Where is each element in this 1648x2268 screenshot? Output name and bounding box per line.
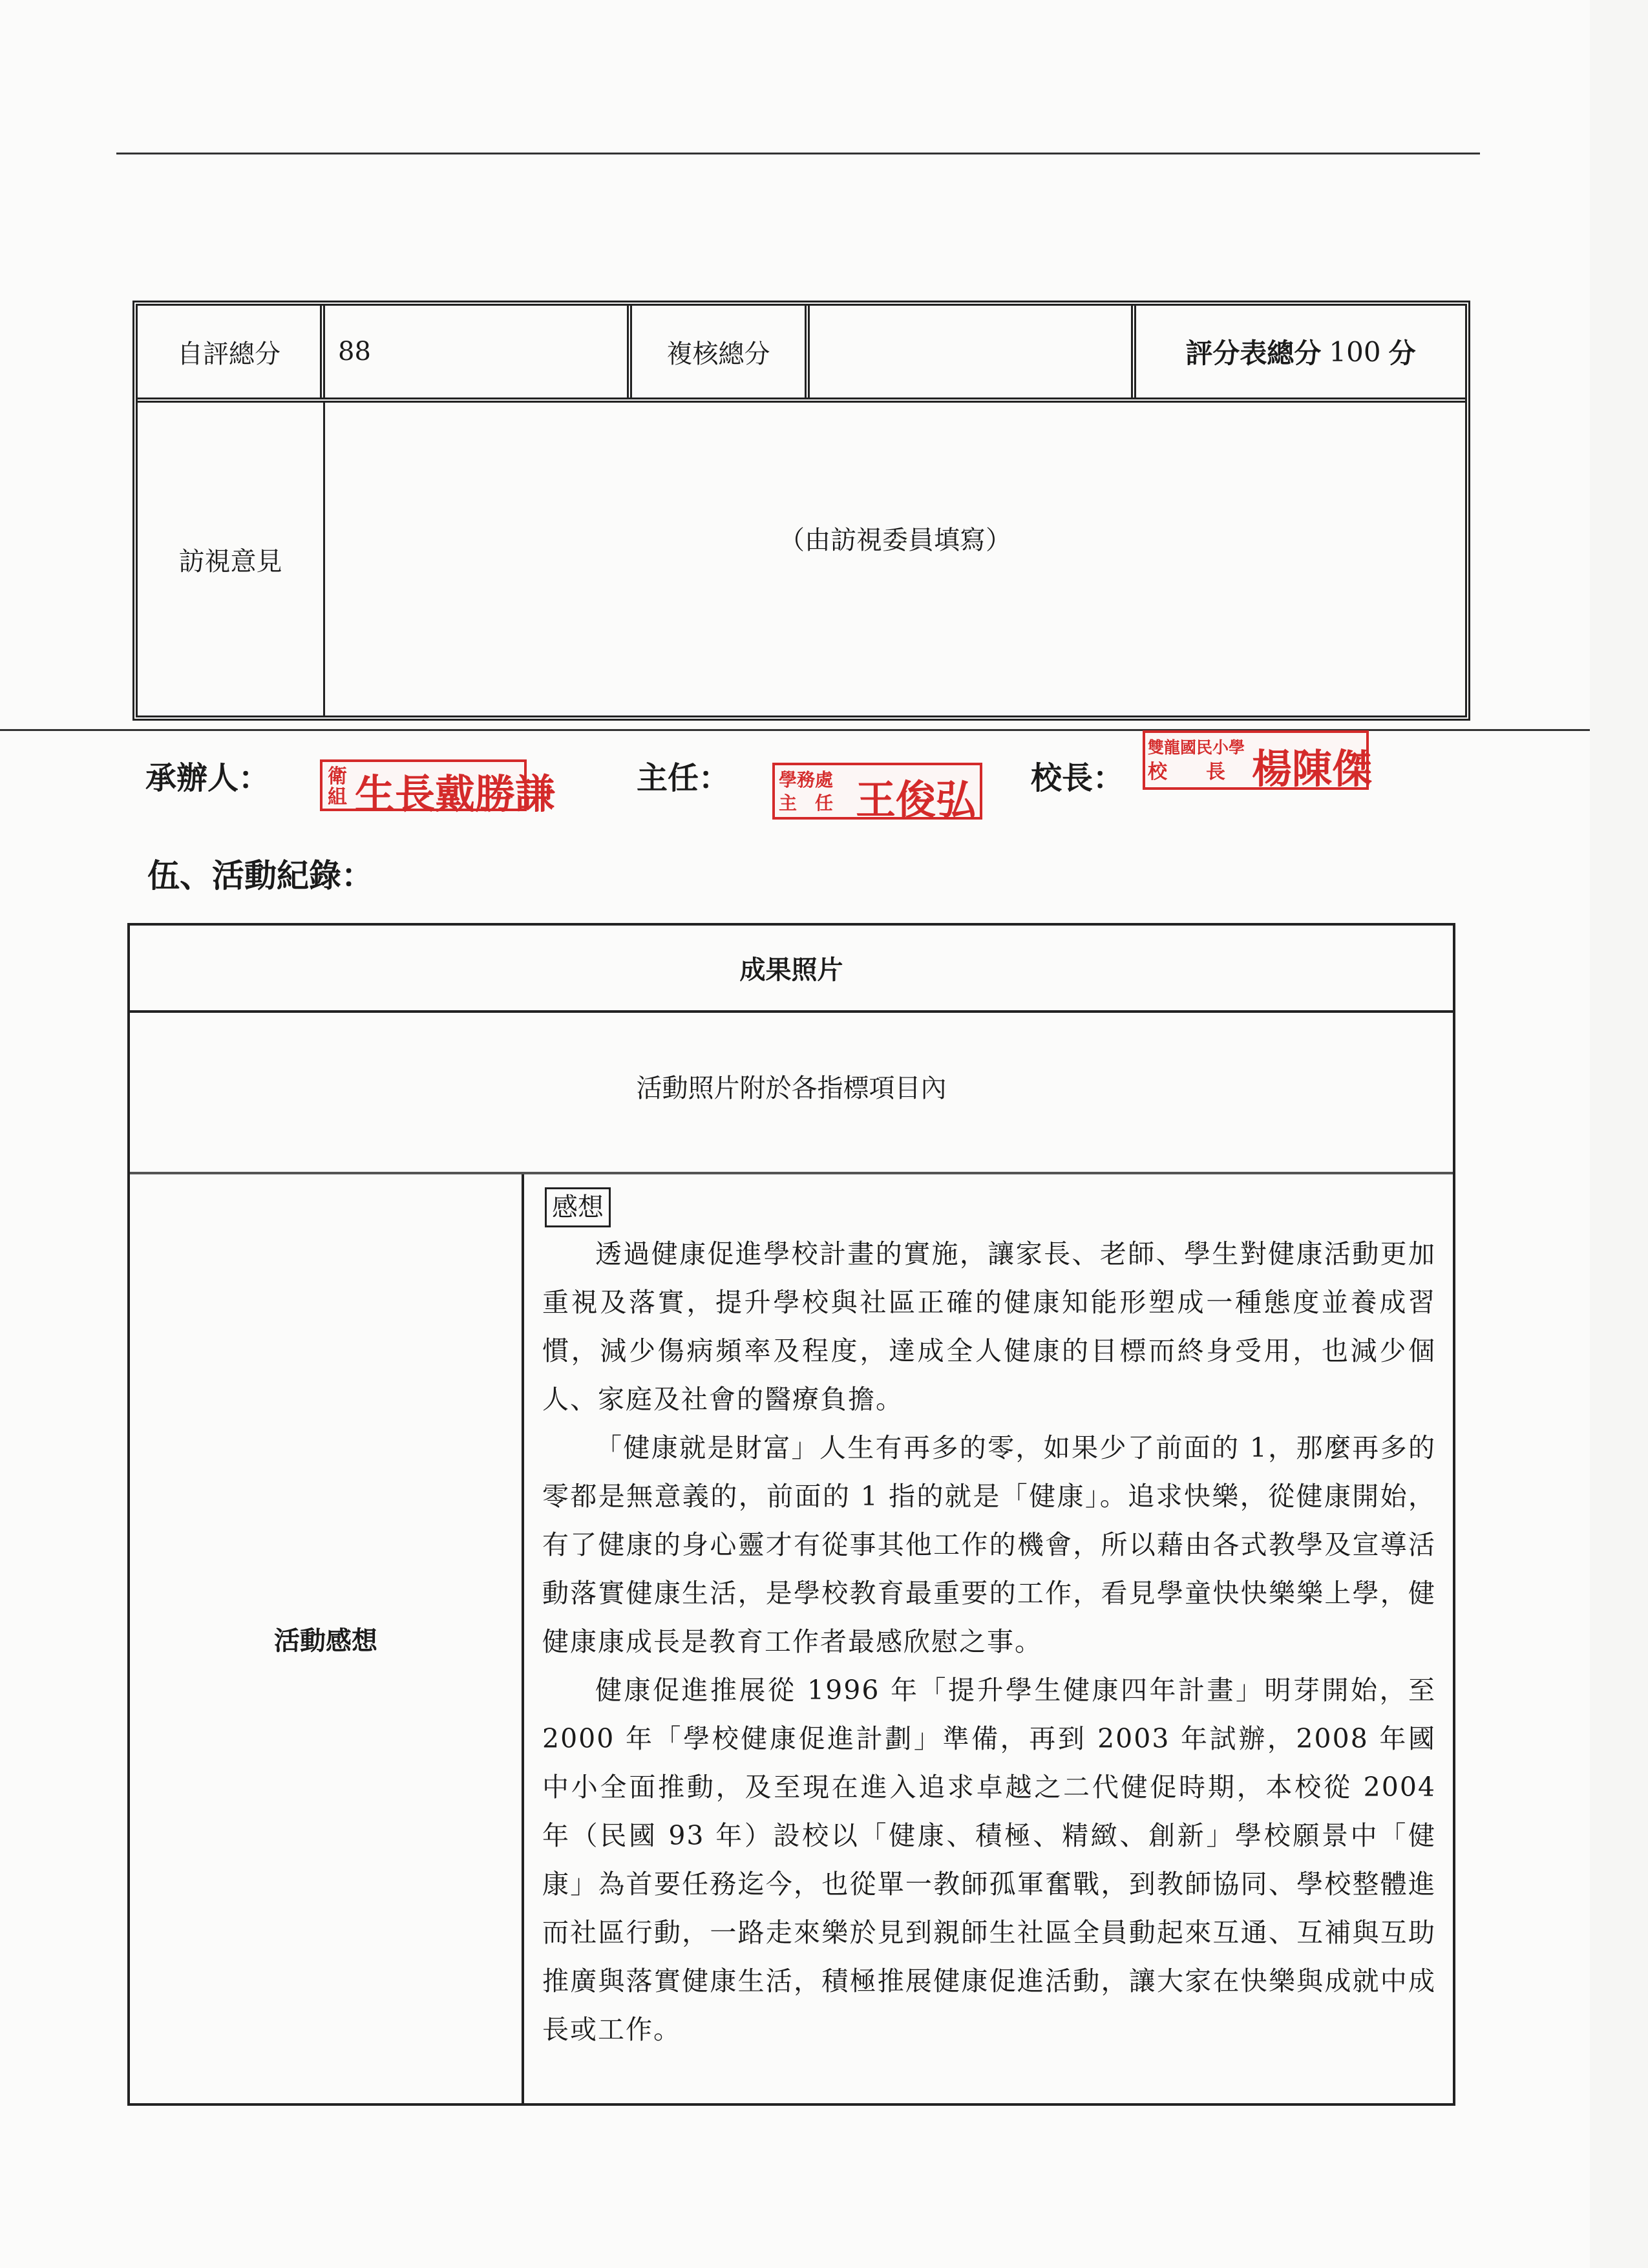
photo-header: 成果照片	[130, 926, 1453, 1013]
reflection-text	[524, 1174, 1453, 2103]
activity-record-table	[127, 923, 1455, 2106]
review-score-value	[810, 306, 1136, 397]
visit-opinion-row	[138, 403, 1465, 715]
principal-label: 校長：	[1031, 760, 1125, 796]
total-score-prefix: 評分表總分	[1185, 337, 1322, 369]
self-score-value: 88	[325, 306, 632, 397]
self-score-label: 自評總分	[138, 306, 325, 397]
review-score-label: 複核總分	[632, 306, 810, 397]
handler-stamp	[320, 759, 556, 818]
score-row	[138, 306, 1465, 403]
director-stamp	[772, 763, 982, 823]
handler-stamp-small-1: 衛	[328, 765, 347, 788]
reflection-paragraph: 透過健康促進學校計畫的實施，讓家長、老師、學生對健康活動更加重視及落實，提升學校與社區正確的健康知能形塑成一種態度並養成習慣，減少傷病頻率及程度，達成全人健康的目標而終身受用，也減少個人、家庭及社會的醫療負擔。	[542, 1238, 1436, 1415]
visit-opinion-placeholder: （由訪視委員填寫）	[779, 525, 1011, 555]
score-table	[132, 301, 1470, 721]
reflection-label: 活動感想	[130, 1174, 524, 2103]
reflection-row	[130, 1174, 1453, 2103]
reflection-paragraph: 「健康就是財富」人生有再多的零，如果少了前面的 1，那麼再多的零都是無意義的，前面的 1 指的就是「健康」。追求快樂，從健康開始，有了健康的身心靈才有從事其他工作的機會，所以藉由各式教學及宣導活動落實健康生活，是學校教育最重要的工作，看見學童快快樂樂上學，健健康康成長是教育工作者最感欣慰之事。	[542, 1432, 1436, 1657]
total-score-value: 100	[1329, 335, 1381, 368]
director-stamp-small-1: 學務處	[779, 769, 834, 790]
handler-label: 承辦人：	[145, 760, 270, 796]
principal-stamp-small-2: 校 長	[1148, 761, 1225, 783]
principal-stamp	[1143, 730, 1373, 792]
handler-stamp-small-2: 組	[328, 786, 347, 809]
top-rule	[116, 153, 1480, 154]
director-label: 主任：	[637, 760, 730, 796]
photo-note: 活動照片附於各指標項目內	[130, 1013, 1453, 1174]
director-stamp-name: 王俊弘	[856, 776, 977, 823]
principal-stamp-name: 楊陳傑	[1252, 745, 1373, 792]
total-score-cell	[1136, 306, 1465, 397]
reflection-heading: 感想	[545, 1187, 611, 1227]
visit-opinion-label: 訪視意見	[138, 403, 325, 715]
handler-stamp-name: 生長戴勝謙	[355, 770, 556, 818]
reflection-paragraph: 健康促進推展從 1996 年「提升學生健康四年計畫」明芽開始，至 2000 年「學校健康促進計劃」準備，再到 2003 年試辦，2008 年國中小全面推動，及至現在進入追求卓越之二代健促時期，本校從 2004 年（民國 93 年）設校以「健康、積極、精緻、創新」學校願景中「健康」為首要任務迄今，也從單一教師孤軍奮戰，到教師協同、學校整體進而社區行動，一路走來樂於見到親師生社區全員動起來互通、互補與互助推廣與落實健康生活，積極推展健康促進活動，讓大家在快樂與成就中成長或工作。	[542, 1675, 1436, 2045]
principal-stamp-small-1: 雙龍國民小學	[1148, 738, 1245, 757]
total-score-suffix: 分	[1388, 337, 1416, 369]
director-stamp-small-2: 主 任	[779, 792, 834, 814]
section-title: 伍、活動紀錄：	[147, 857, 374, 895]
